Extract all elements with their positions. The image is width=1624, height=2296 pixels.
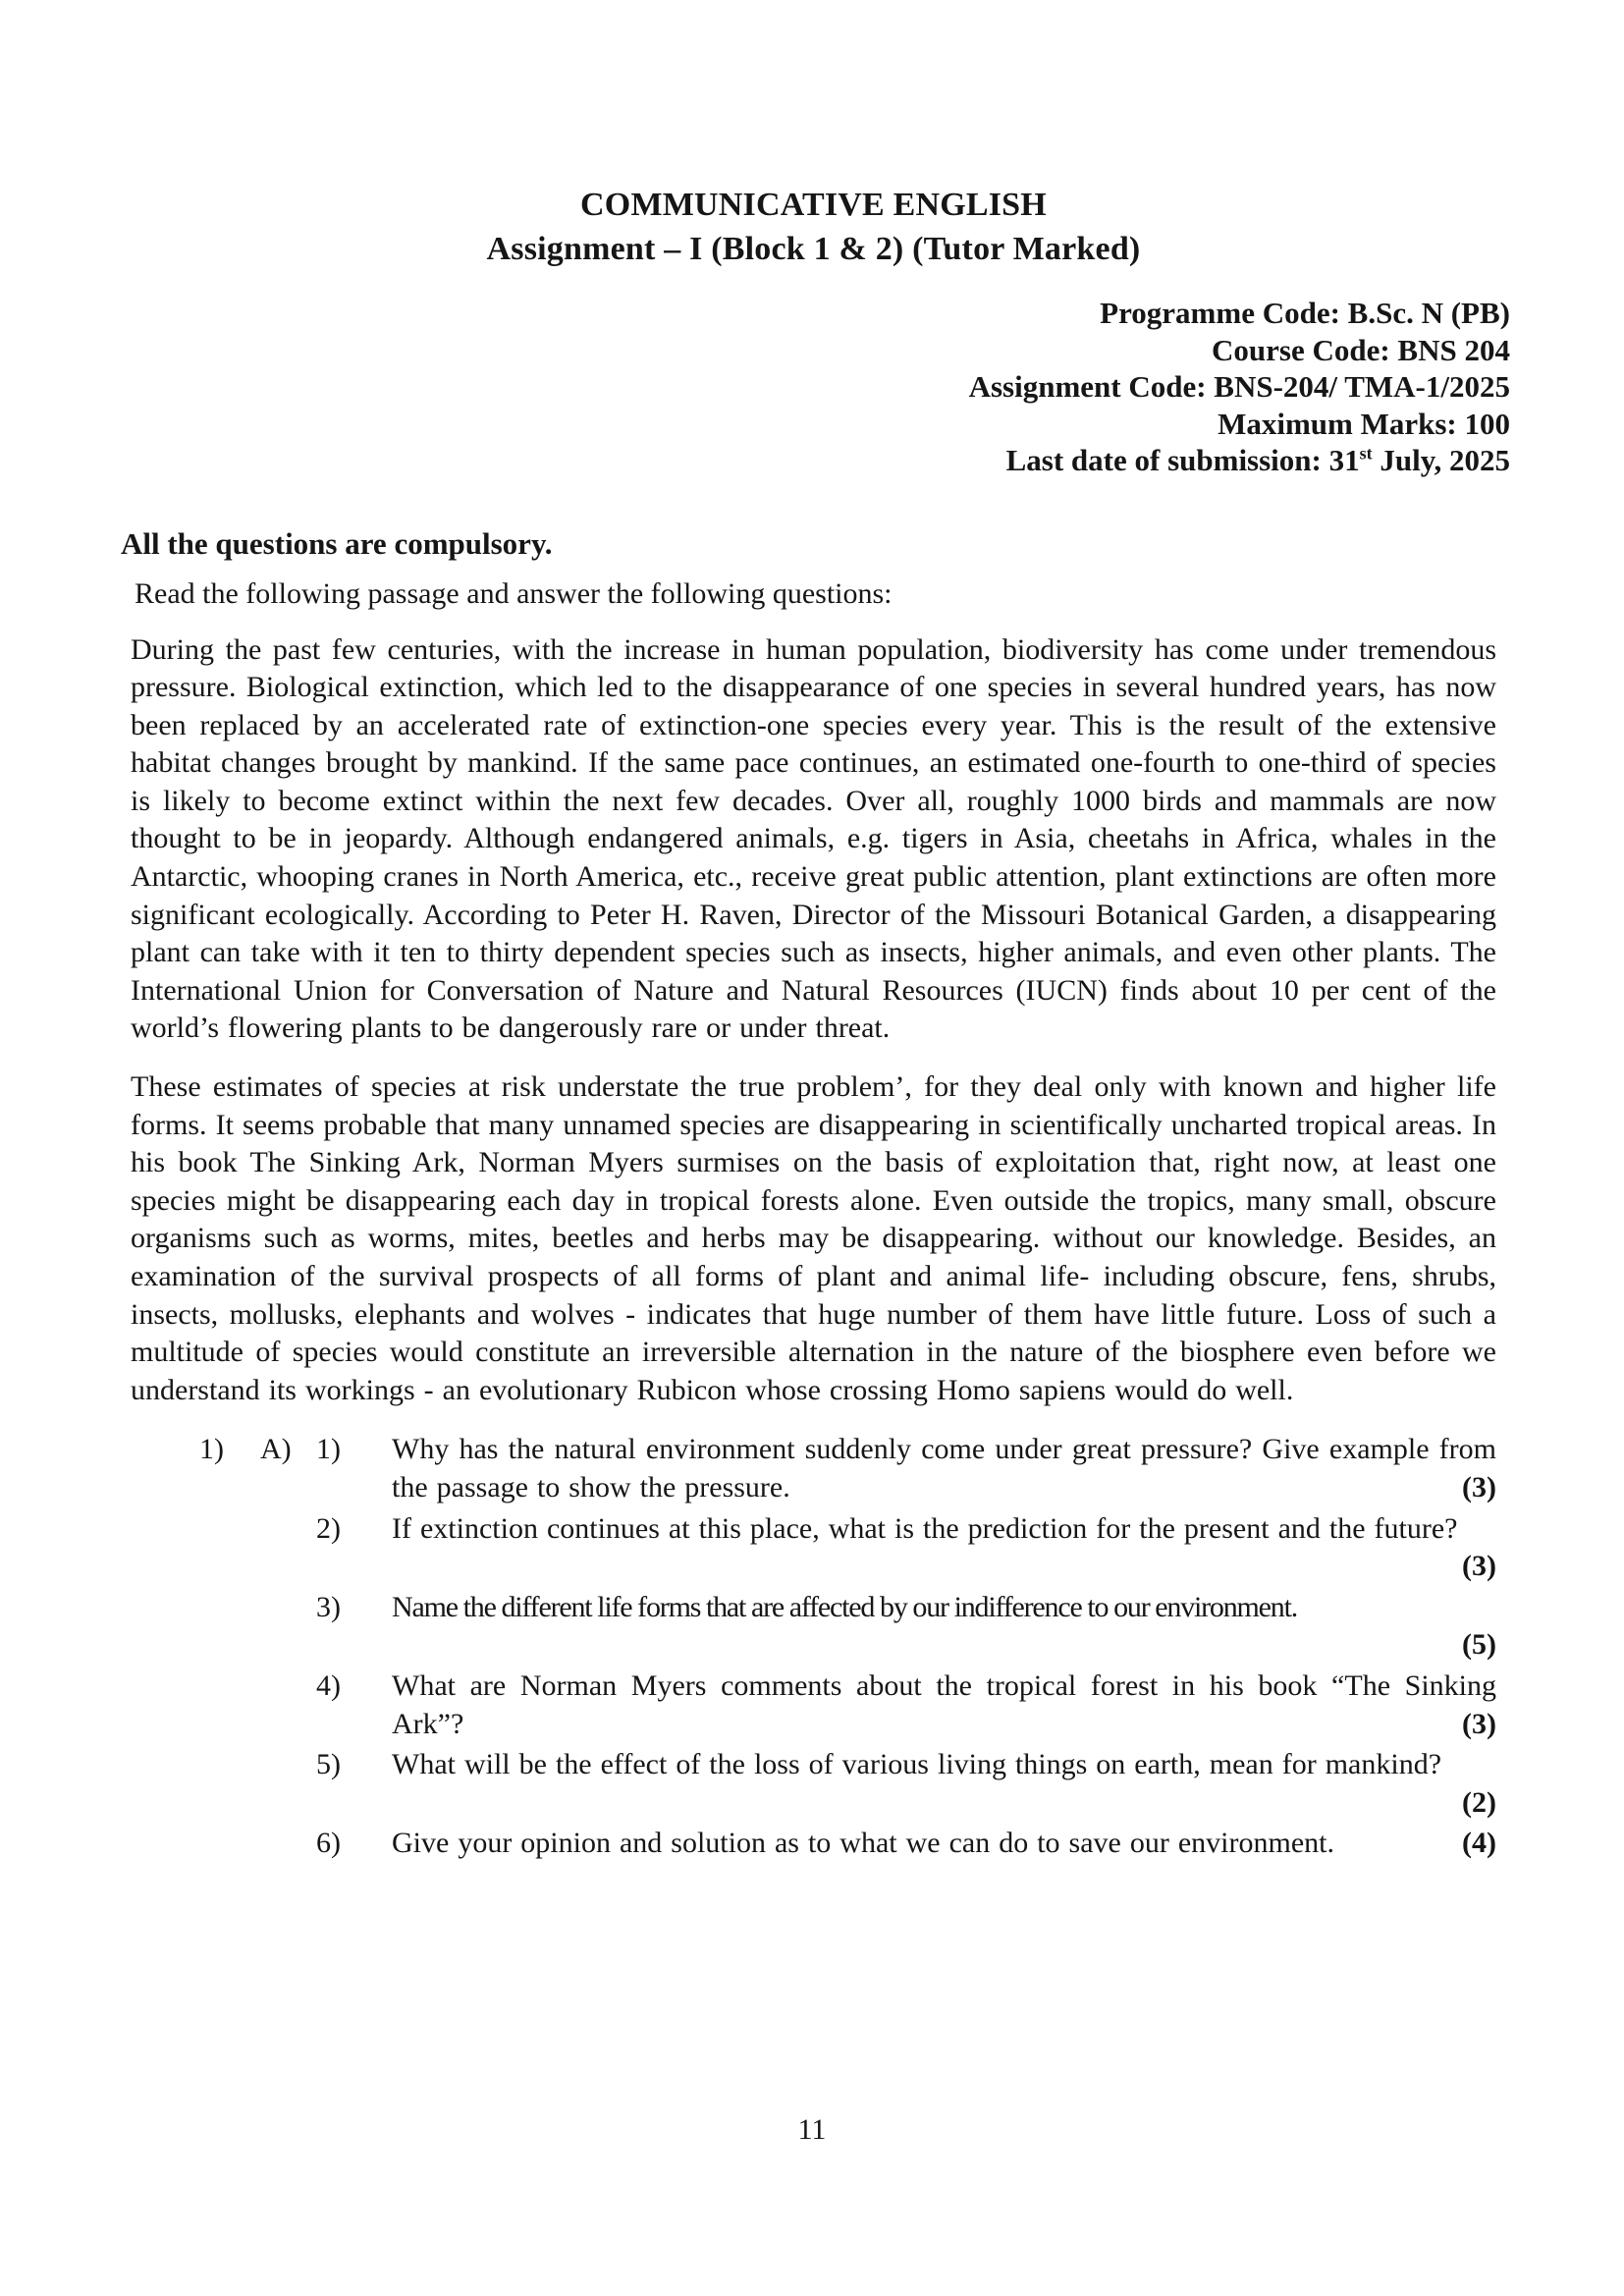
question-marks: (2) — [1462, 1785, 1496, 1819]
question-number: 1) — [316, 1433, 341, 1466]
programme-code: Programme Code: B.Sc. N (PB) — [1100, 296, 1510, 330]
question-text-wrap — [392, 1589, 1496, 1665]
indent-spacer — [260, 1510, 316, 1586]
read-instruction: Read the following passage and answer the following questions: — [135, 576, 893, 610]
codes-block — [131, 295, 1510, 479]
indent-spacer — [199, 1746, 260, 1822]
question-text: If extinction continues at this place, what is the prediction for the present and the future? — [392, 1511, 1458, 1545]
question-item — [199, 1510, 1496, 1586]
submission-deadline — [131, 442, 1510, 479]
question-section-letter: A) — [260, 1433, 292, 1466]
question-text-wrap — [392, 1431, 1496, 1506]
indent-spacer — [199, 1510, 260, 1586]
question-number: 2) — [316, 1511, 341, 1545]
indent-spacer — [260, 1825, 316, 1863]
question-text: What are Norman Myers comments about the tropical forest in his book “The Sinking Ark”? — [392, 1668, 1496, 1740]
page-number: 11 — [797, 2113, 827, 2146]
question-marks: (4) — [1462, 1827, 1496, 1860]
deadline-suffix: July, 2025 — [1372, 443, 1510, 477]
question-item — [199, 1589, 1496, 1665]
question-number: 5) — [316, 1748, 341, 1781]
indent-spacer — [199, 1589, 260, 1665]
maximum-marks: Maximum Marks: 100 — [1218, 406, 1510, 441]
question-text-wrap — [392, 1825, 1496, 1863]
question-item — [199, 1825, 1496, 1863]
question-marks: (3) — [1462, 1470, 1496, 1503]
question-number: 6) — [316, 1827, 341, 1860]
question-text-wrap — [392, 1667, 1496, 1743]
indent-spacer — [260, 1667, 316, 1743]
question-text: Give your opinion and solution as to what we can do to save our environment. — [392, 1827, 1334, 1860]
question-text-wrap — [392, 1746, 1496, 1822]
question-outer-number: 1) — [199, 1433, 224, 1466]
compulsory-note: All the questions are compulsory. — [121, 525, 553, 561]
question-item — [199, 1431, 1496, 1506]
question-marks: (3) — [1462, 1707, 1496, 1740]
passage-paragraph-1: During the past few centuries, with the increase in human population, biodiversity has come under tremendous pressure. Biological extinction, which led to the disappearance of one species in several hundred years, has now been replaced by an accelerated rate of extinction-one species every year. This is the result of the extensive habitat changes brought by mankind. If the same pace continues, an estimated one-fourth to one-third of species is likely to become extinct within the next few decades. Over all, roughly 1000 birds and mammals are now thought to be in jeopardy. Although endangered animals, e.g. tigers in Asia, cheetahs in Africa, whales in the Antarctic, whooping cranes in North America, etc., receive great public attention, plant extinctions are often more significant ecologically. According to Peter H. Raven, Director of the Missouri Botanical Garden, a disappearing plant can take with it ten to thirty dependent species such as insects, higher animals, and even other plants. The International Union for Conversation of Nature and Natural Resources (IUCN) finds about 10 per cent of the world’s flowering plants to be dangerously rare or under threat. — [131, 632, 1496, 1045]
question-marks: (3) — [1462, 1550, 1496, 1583]
indent-spacer — [199, 1825, 260, 1863]
indent-spacer — [199, 1667, 260, 1743]
question-text: Why has the natural environment suddenly come under great pressure? Give example from the passage to show the pressure. — [392, 1433, 1496, 1503]
question-number: 4) — [316, 1668, 341, 1702]
question-text-wrap — [392, 1510, 1496, 1586]
indent-spacer — [260, 1589, 316, 1665]
question-text: Name the different life forms that are affected by our indifference to our environment. — [392, 1590, 1298, 1623]
assignment-code: Assignment Code: BNS-204/ TMA-1/2025 — [968, 369, 1510, 404]
question-text: What will be the effect of the loss of various living things on earth, mean for mankind? — [392, 1748, 1442, 1781]
assignment-subtitle: Assignment – I (Block 1 & 2) (Tutor Marked) — [486, 231, 1141, 267]
deadline-ordinal-suffix: st — [1359, 443, 1373, 464]
title-block — [131, 183, 1496, 271]
course-code: Course Code: BNS 204 — [1212, 332, 1510, 367]
passage-paragraph-2: These estimates of species at risk understate the true problem’, for they deal only with known and higher life forms. It seems probable that many unnamed species are disappearing in scientifically uncharted tropical areas. In his book The Sinking Ark, Norman Myers surmises on the basis of exploitation that, right now, at least one species might be disappearing each day in tropical forests alone. Even outside the tropics, many small, obscure organisms such as worms, mites, beetles and herbs may be disappearing. without our knowledge. Besides, an examination of the survival prospects of all forms of plant and animal life- including obscure, fens, shrubs, insects, mollusks, elephants and wolves - indicates that huge number of them have little future. Loss of such a multitude of species would constitute an irreversible alternation in the nature of the biosphere even before we understand its workings - an evolutionary Rubicon whose crossing Homo sapiens would do well. — [131, 1070, 1496, 1406]
question-marks: (5) — [1462, 1628, 1496, 1662]
document-title: COMMUNICATIVE ENGLISH — [580, 187, 1047, 223]
question-item — [199, 1667, 1496, 1743]
indent-spacer — [260, 1746, 316, 1822]
deadline-prefix: Last date of submission: 31 — [1005, 443, 1360, 477]
questions-section — [131, 1431, 1496, 1863]
question-number: 3) — [316, 1590, 341, 1623]
question-item — [199, 1746, 1496, 1822]
